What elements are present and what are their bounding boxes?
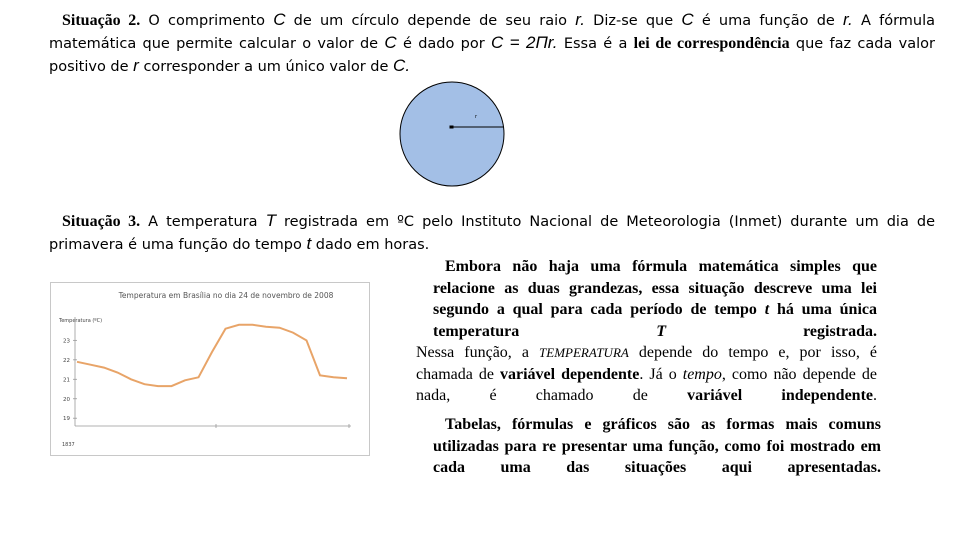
variable-t: t — [306, 234, 312, 253]
circle-shape — [400, 82, 504, 186]
variable-t: t — [764, 301, 770, 318]
explanation-paragraph-2 — [416, 342, 877, 407]
explanation-paragraph-1 — [433, 256, 877, 342]
tempo-term: tempo — [682, 365, 722, 383]
temperature-line — [77, 325, 347, 386]
text: depende do tempo e, por isso, é chamada de — [416, 344, 878, 383]
radius-label: r — [475, 114, 478, 120]
variable-t-upper: T — [656, 322, 667, 340]
situacao-2-heading: Situação 2. — [62, 12, 141, 29]
text: de um círculo depende de seu raio — [285, 13, 576, 29]
variavel-dependente: variável dependente — [500, 365, 640, 383]
text: registrada. — [666, 322, 877, 340]
text: dado em horas. — [311, 237, 430, 253]
variable-c: C — [384, 33, 397, 52]
chart-svg — [51, 283, 369, 455]
variable-c: C — [681, 10, 694, 29]
text: , como não depende de nada, é chamado de — [416, 365, 878, 404]
situacao-3-heading: Situação 3. — [62, 213, 141, 230]
circle-figure — [398, 80, 506, 188]
text: . — [873, 387, 877, 404]
text: corresponder a um único valor de — [138, 59, 394, 75]
temperature-chart — [50, 282, 370, 456]
situacao-3-paragraph — [49, 210, 935, 256]
variable-r: r. — [843, 10, 853, 29]
circumference-formula: C = 2Пr. — [490, 33, 558, 52]
text: Embora não haja uma fórmula matemática simples que relacione as duas grandezas, essa situação descreve uma lei segundo a qual para cada período de tempo — [433, 258, 877, 318]
variavel-independente: variável independente — [687, 387, 873, 404]
y-tick-label: 19 — [63, 416, 70, 423]
explanation-paragraph-3 — [433, 414, 881, 479]
text: Tabelas, fórmulas e gráficos são as formas mais comuns utilizadas para re presentar uma função, como foi mostrado em cada uma das situações aqui apresentadas. — [433, 416, 881, 476]
text: Diz-se que — [584, 13, 682, 29]
x-tick-label: 1837 — [62, 442, 75, 448]
y-axis-label: Temperatura (ºC) — [59, 318, 103, 324]
chart-title: Temperatura em Brasília no dia 24 de novembro de 2008 — [118, 291, 334, 300]
text: que faz cada valor positivo de — [49, 36, 935, 75]
y-tick-label: 20 — [63, 396, 70, 403]
variable-t-upper: T — [265, 211, 276, 230]
lei-correspondencia: lei de correspondência — [633, 35, 790, 52]
center-point — [450, 126, 454, 129]
text: é dado por — [396, 36, 491, 52]
variable-c: C. — [393, 56, 411, 75]
y-tick-label: 21 — [63, 377, 70, 384]
text: O comprimento — [140, 13, 274, 29]
text: A temperatura — [140, 214, 266, 230]
variable-r: r. — [575, 10, 585, 29]
y-tick-label: 22 — [63, 357, 70, 364]
text: há uma única temperatura — [433, 301, 877, 340]
y-tick-label: 23 — [63, 338, 70, 345]
text: . Já o — [639, 365, 683, 383]
temperatura-term: TEMPERATURA — [539, 345, 629, 360]
text: A fórmula matemática que permite calcular o valor de — [49, 13, 935, 52]
text: é uma função de — [693, 13, 844, 29]
text: Essa é a — [557, 36, 634, 52]
situacao-2-paragraph — [49, 9, 935, 78]
text: registrada em ºC pelo Instituto Nacional de Meteorologia (Inmet) durante um dia de primavera é uma função do tempo — [49, 214, 936, 253]
text: Nessa função, a — [416, 344, 540, 361]
variable-r: r — [133, 56, 139, 75]
variable-c: C — [273, 10, 286, 29]
